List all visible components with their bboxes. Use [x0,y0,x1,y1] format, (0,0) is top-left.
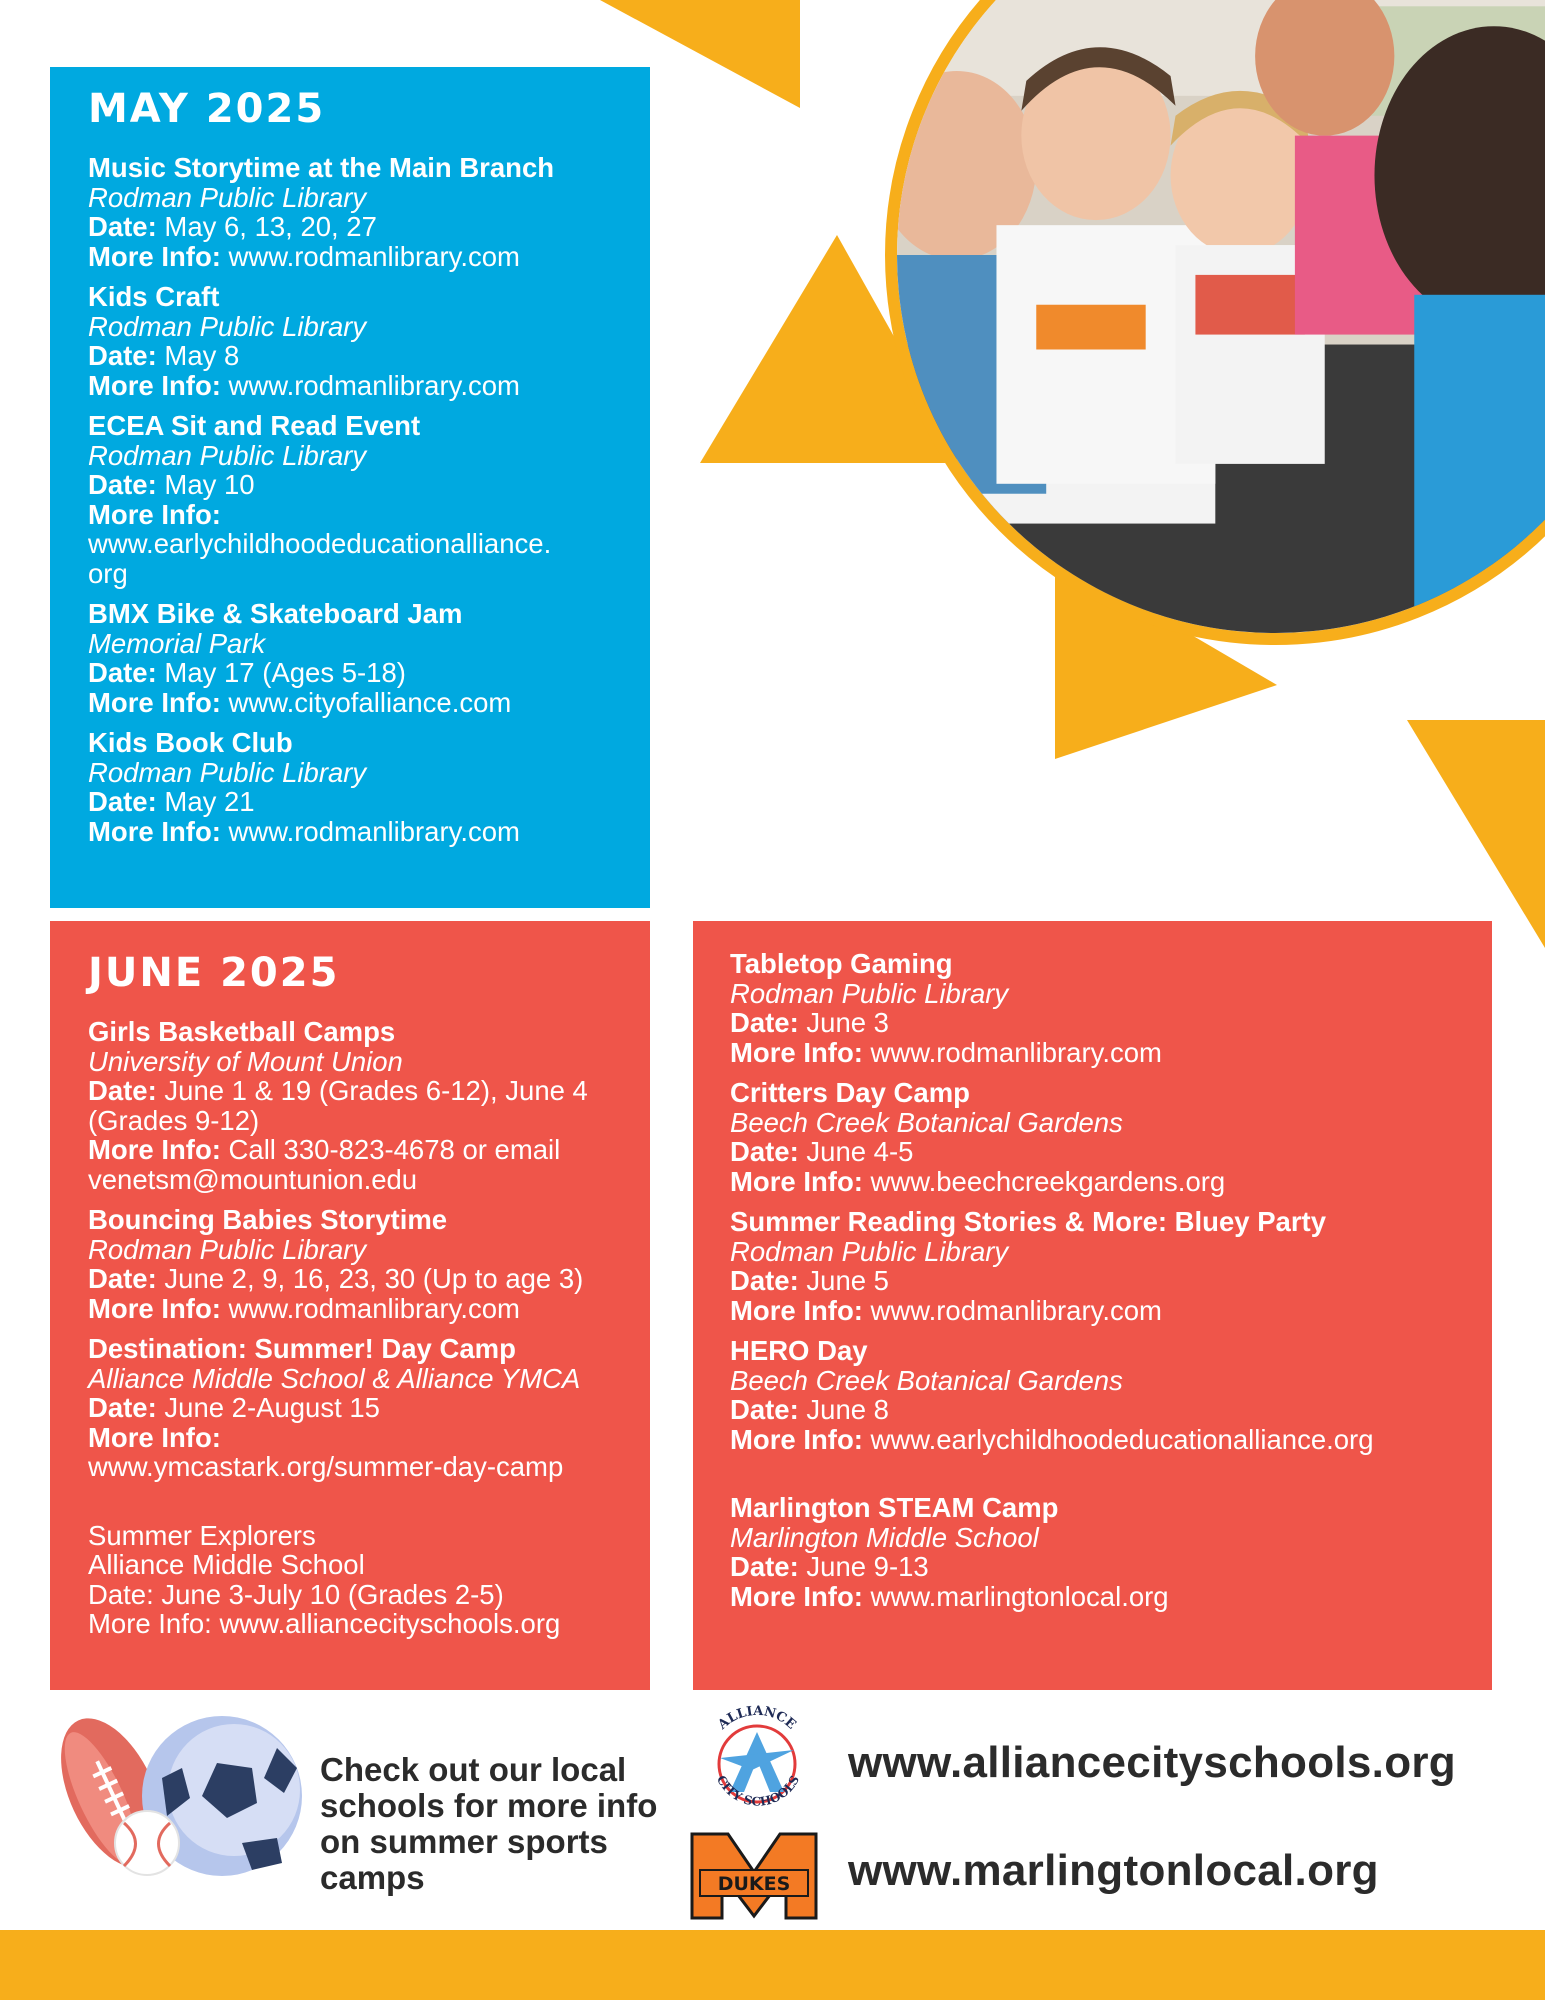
event-title: Bouncing Babies Storytime [88,1204,448,1235]
marlington-dukes-logo [690,1832,818,1920]
date-label: Date: [88,1263,157,1294]
date-label: Date: [730,1394,799,1425]
may-events-panel [50,67,650,908]
event-venue: Rodman Public Library [88,756,367,788]
sports-balls-icon [52,1708,312,1878]
event-date-cont: (Grades 9-12) [88,1104,260,1136]
event-venue: Beech Creek Botanical Gardens [730,1364,1123,1396]
date-label: Date: [730,1136,799,1167]
event-venue: University of Mount Union [88,1045,403,1077]
info-label: More Info: [88,369,221,401]
event-title: Kids Craft [88,281,220,312]
event-email[interactable]: venetsm@mountunion.edu [88,1163,418,1195]
event-date: Date: June 1 & 19 (Grades 6-12), June 4 [88,1075,588,1106]
event-title: Summer Explorers [88,1519,316,1551]
svg-text:CITY SCHOOLS: CITY SCHOOLS [713,1773,803,1809]
date-label: Date: [88,1392,157,1423]
event-title: ECEA Sit and Read Event [88,410,421,441]
spacer [88,1493,650,1521]
spacer [730,1465,1492,1493]
date-label: Date: [88,657,157,688]
event-title: Destination: Summer! Day Camp [88,1333,516,1364]
event-link[interactable]: www.cityofalliance.com [228,686,512,718]
event-venue: Alliance Middle School [88,1549,365,1580]
june-title: JUNE 2025 [88,950,340,996]
footer-bar [0,1930,1545,2000]
event-title: Kids Book Club [88,727,293,758]
event-info [730,1167,1492,1197]
event-info: More Info: Call 330-823-4678 or email [88,1134,561,1165]
event-date: Date: June 4-5 [730,1136,914,1167]
info-label: More Info: [88,1134,221,1165]
decor-triangle-edge [1407,720,1545,950]
event-title: Girls Basketball Camps [88,1016,396,1047]
event-title: Music Storytime at the Main Branch [88,152,555,183]
event-venue: Alliance Middle School & Alliance YMCA [88,1362,581,1394]
june-events-panel-right [693,921,1492,1690]
event-link[interactable]: www.rodmanlibrary.com [228,1292,520,1324]
june-events-panel-left [50,921,650,1690]
date-label: Date: [730,1265,799,1296]
event-date: Date: May 8 [88,340,240,371]
event-venue: Beech Creek Botanical Gardens [730,1106,1123,1138]
event-title: BMX Bike & Skateboard Jam [88,598,463,629]
event-info [88,371,650,401]
event-info [88,500,650,530]
event-link[interactable]: www.rodmanlibrary.com [228,815,520,847]
info-label: More Info: [730,1294,863,1326]
event-link[interactable]: www.rodmanlibrary.com [870,1294,1162,1326]
event-venue: Rodman Public Library [88,310,367,342]
event-date: Date: May 6, 13, 20, 27 [88,211,377,242]
event-venue: Rodman Public Library [88,1233,367,1265]
event-item [88,728,650,846]
info-label: More Info: [730,1036,863,1068]
svg-text:DUKES: DUKES [717,1873,791,1895]
event-date: Date: June 2-August 15 [88,1392,380,1423]
may-title: MAY 2025 [88,86,326,132]
event-item [88,153,650,271]
event-info [88,1294,650,1324]
date-label: Date: [88,1075,157,1106]
event-item [88,599,650,717]
event-item [730,1336,1492,1454]
event-date: Date: May 17 (Ages 5-18) [88,657,406,688]
info-label: More Info: [88,1421,221,1453]
info-label: More Info: [88,1292,221,1324]
event-link[interactable]: www.beechcreekgardens.org [870,1165,1226,1197]
event-title: Critters Day Camp [730,1077,970,1108]
event-item [88,411,650,588]
event-venue: Rodman Public Library [730,1235,1009,1267]
event-link[interactable]: www.rodmanlibrary.com [228,240,520,272]
event-date: Date: June 3 [730,1007,889,1038]
event-link[interactable]: www.earlychildhoodeducationalliance. [88,528,552,559]
event-item [88,1334,650,1482]
event-link[interactable]: www.rodmanlibrary.com [228,369,520,401]
event-info [88,242,650,272]
date-label: Date: [88,786,157,817]
event-venue: Memorial Park [88,627,266,659]
info-label: More Info: [88,815,221,847]
event-item [88,1205,650,1323]
event-info [88,688,650,718]
info-label: More Info: [730,1423,863,1455]
event-info [730,1296,1492,1326]
info-label: More Info: [88,240,221,272]
event-info [88,817,650,847]
event-date: Date: June 2, 9, 16, 23, 30 (Up to age 3) [88,1263,584,1294]
event-info[interactable]: More Info: www.alliancecityschools.org [88,1608,561,1639]
sports-camps-promo: Check out our local schools for more info on summer sports camps [320,1751,658,1896]
event-title: HERO Day [730,1335,868,1366]
event-date: Date: May 21 [88,786,255,817]
event-link[interactable]: www.ymcastark.org/summer-day-camp [88,1451,564,1482]
date-label: Date: [88,340,157,371]
info-label: More Info: [88,686,221,718]
event-info [88,1423,650,1453]
date-label: Date: [730,1551,799,1582]
event-title: Tabletop Gaming [730,948,953,979]
event-venue: Rodman Public Library [88,439,367,471]
date-label: Date: [730,1007,799,1038]
event-link[interactable]: www.rodmanlibrary.com [870,1036,1162,1068]
event-item [88,1017,650,1194]
event-venue: Marlington Middle School [730,1521,1039,1553]
info-label: More Info: [88,498,221,530]
event-item-plain [88,1521,650,1639]
svg-text:ALLIANCE: ALLIANCE [715,1703,799,1733]
event-title: Summer Reading Stories & More: Bluey Party [730,1206,1326,1237]
event-item [730,1207,1492,1325]
event-venue: Rodman Public Library [730,977,1009,1009]
alliance-url-link[interactable]: www.alliancecityschools.org [848,1738,1456,1787]
event-info [730,1038,1492,1068]
event-link[interactable]: www.earlychildhoodeducationalliance.org [870,1423,1374,1455]
event-date: Date: June 5 [730,1265,889,1296]
event-date: Date: June 9-13 [730,1551,929,1582]
alliance-city-schools-logo [692,1700,822,1820]
event-info [730,1582,1492,1612]
event-item [730,1078,1492,1196]
event-link[interactable]: www.marlingtonlocal.org [870,1580,1169,1612]
event-info [730,1425,1492,1455]
event-title: Marlington STEAM Camp [730,1492,1059,1523]
event-date: Date: May 10 [88,469,255,500]
event-date: Date: June 3-July 10 (Grades 2-5) [88,1578,504,1610]
date-label: Date: [88,469,157,500]
info-label: More Info: [730,1580,863,1612]
event-item [730,1493,1492,1611]
event-item [730,949,1492,1067]
kids-activity-photo [885,0,1545,645]
event-link-cont[interactable]: org [88,557,128,589]
info-label: More Info: [730,1165,863,1197]
event-date: Date: June 8 [730,1394,889,1425]
event-item [88,282,650,400]
marlington-url-link[interactable]: www.marlingtonlocal.org [848,1846,1379,1895]
event-venue: Rodman Public Library [88,181,367,213]
date-label: Date: [88,211,157,242]
